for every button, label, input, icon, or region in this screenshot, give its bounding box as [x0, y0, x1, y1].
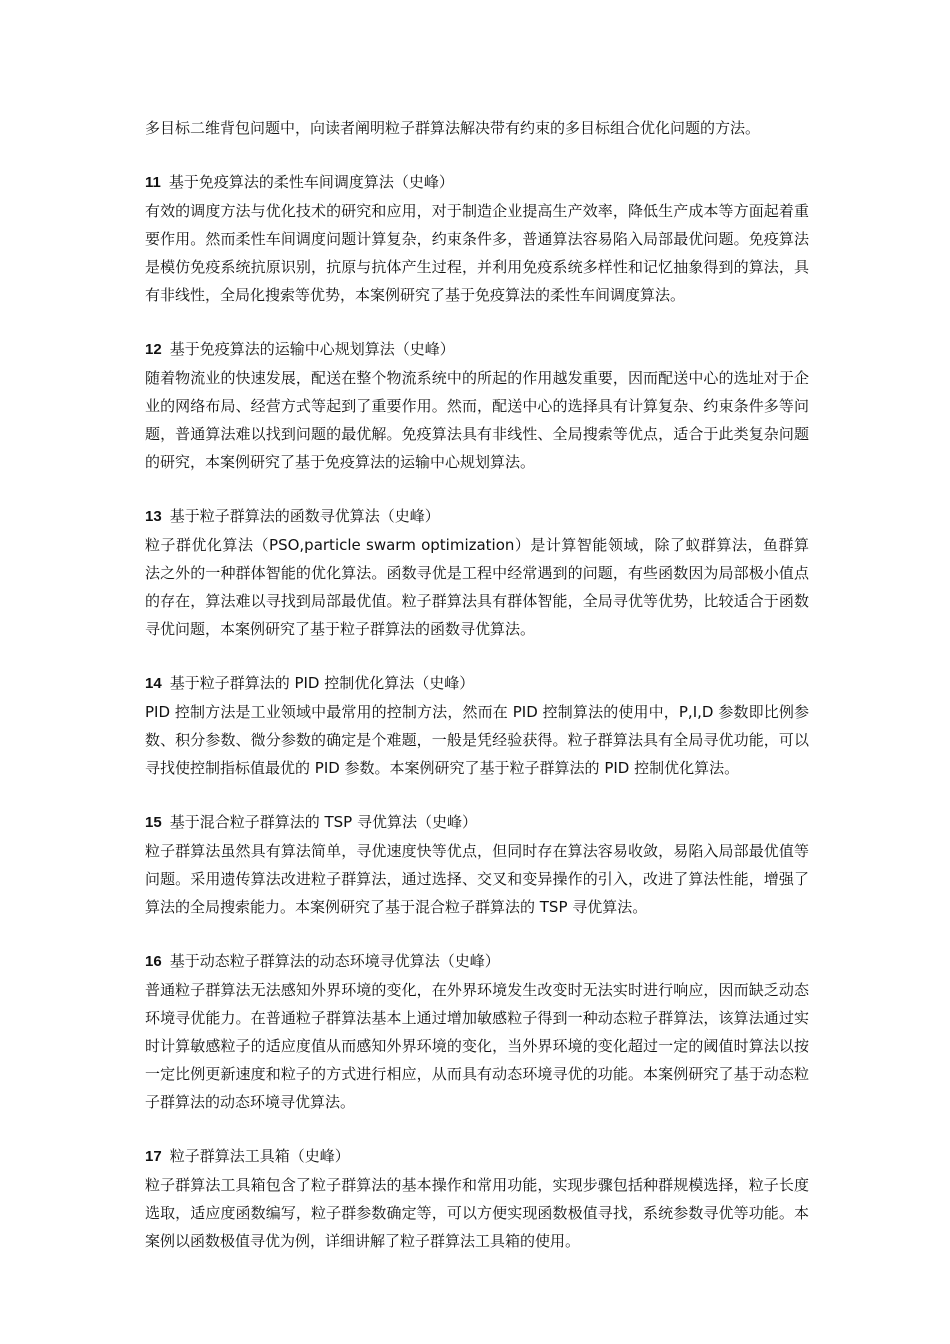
section-heading [145, 947, 809, 976]
section-title: 粒子群算法工具箱（史峰） [169, 1147, 350, 1165]
section-12 [145, 335, 809, 476]
section-body: 粒子群算法工具箱包含了粒子群算法的基本操作和常用功能，实现步骤包括种群规模选择，粒子长度选取，适应度函数编写，粒子群参数确定等，可以方便实现函数极值寻找，系统参数寻优等功能。本案例以函数极值寻优为例，详细讲解了粒子群算法工具箱的使用。 [145, 1176, 809, 1250]
section-body: 粒子群算法虽然具有算法简单，寻优速度快等优点，但同时存在算法容易收敛，易陷入局部最优值等问题。采用遗传算法改进粒子群算法，通过选择、交叉和变异操作的引入，改进了算法性能，增强了算法的全局搜索能力。本案例研究了基于混合粒子群算法的 TSP 寻优算法。 [145, 842, 809, 916]
section-title: 基于动态粒子群算法的动态环境寻优算法（史峰） [169, 952, 500, 970]
section-heading [145, 1142, 809, 1171]
section-16 [145, 947, 809, 1116]
section-heading [145, 502, 809, 531]
section-11 [145, 168, 809, 309]
section-body: 有效的调度方法与优化技术的研究和应用，对于制造企业提高生产效率，降低生产成本等方面起着重要作用。然而柔性车间调度问题计算复杂，约束条件多，普通算法容易陷入局部最优问题。免疫算法是模仿免疫系统抗原识别，抗原与抗体产生过程，并利用免疫系统多样性和记忆抽象得到的算法，具有非线性，全局化搜索等优势，本案例研究了基于免疫算法的柔性车间调度算法。 [145, 202, 809, 304]
section-number: 11 [145, 174, 161, 191]
section-body: PID 控制方法是工业领域中最常用的控制方法，然而在 PID 控制算法的使用中，P,I,D 参数即比例参数、积分参数、微分参数的确定是个难题，一般是凭经验获得。粒子群算法具有全局寻优功能，可以寻找使控制指标值最优的 PID 参数。本案例研究了基于粒子群算法的 PID 控制优化算法。 [145, 703, 809, 777]
section-number: 13 [145, 508, 162, 525]
section-number: 12 [145, 341, 162, 358]
intro-paragraph: 多目标二维背包问题中，向读者阐明粒子群算法解决带有约束的多目标组合优化问题的方法。 [145, 119, 761, 137]
section-title: 基于粒子群算法的 PID 控制优化算法（史峰） [169, 674, 475, 692]
section-15 [145, 808, 809, 921]
section-title: 基于混合粒子群算法的 TSP 寻优算法（史峰） [169, 813, 477, 831]
section-number: 14 [145, 675, 162, 692]
section-title: 基于免疫算法的柔性车间调度算法（史峰） [168, 173, 454, 191]
section-number: 16 [145, 953, 162, 970]
section-title: 基于粒子群算法的函数寻优算法（史峰） [169, 507, 440, 525]
section-heading [145, 168, 809, 197]
section-heading [145, 808, 809, 837]
section-17 [145, 1142, 809, 1255]
document-page [145, 114, 809, 1281]
section-title: 基于免疫算法的运输中心规划算法（史峰） [169, 340, 455, 358]
section-body: 粒子群优化算法（PSO,particle swarm optimization）是计算智能领域，除了蚁群算法，鱼群算法之外的一种群体智能的优化算法。函数寻优是工程中经常遇到的问题，有些函数因为局部极小值点的存在，算法难以寻找到局部最优值。粒子群算法具有群体智能，全局寻优等优势，比较适合于函数寻优问题，本案例研究了基于粒子群算法的函数寻优算法。 [145, 536, 809, 638]
section-14 [145, 669, 809, 782]
section-13 [145, 502, 809, 643]
section-body: 随着物流业的快速发展，配送在整个物流系统中的所起的作用越发重要，因而配送中心的选址对于企业的网络布局、经营方式等起到了重要作用。然而，配送中心的选择具有计算复杂、约束条件多等问题，普通算法难以找到问题的最优解。免疫算法具有非线性、全局搜索等优点，适合于此类复杂问题的研究，本案例研究了基于免疫算法的运输中心规划算法。 [145, 369, 809, 471]
section-number: 15 [145, 814, 162, 831]
section-heading [145, 669, 809, 698]
section-heading [145, 335, 809, 364]
section-body: 普通粒子群算法无法感知外界环境的变化，在外界环境发生改变时无法实时进行响应，因而缺乏动态环境寻优能力。在普通粒子群算法基本上通过增加敏感粒子得到一种动态粒子群算法，该算法通过实时计算敏感粒子的适应度值从而感知外界环境的变化，当外界环境的变化超过一定的阈值时算法以按一定比例更新速度和粒子的方式进行相应，从而具有动态环境寻优的功能。本案例研究了基于动态粒子群算法的动态环境寻优算法。 [145, 981, 809, 1111]
section-number: 17 [145, 1148, 162, 1165]
